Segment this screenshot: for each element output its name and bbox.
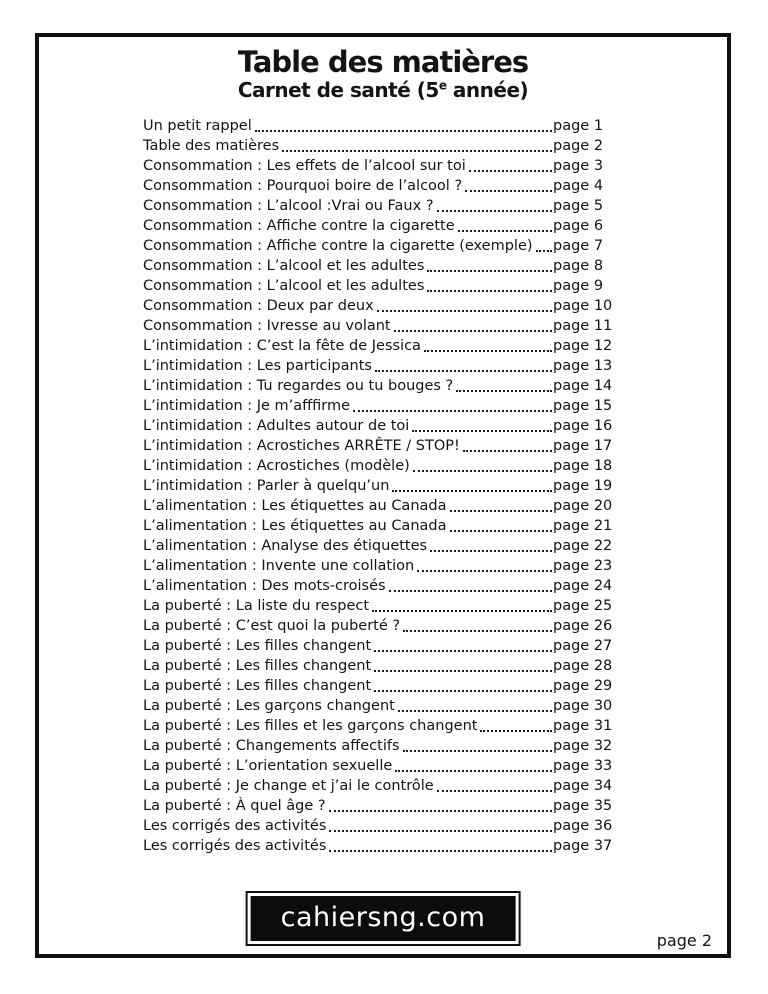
- toc-row: [143, 476, 613, 496]
- toc-leader-dots: [417, 570, 552, 572]
- toc-page-number: page 36: [553, 818, 613, 835]
- toc-row: [143, 256, 613, 276]
- toc-row: [143, 196, 613, 216]
- toc-entry-label: L’intimidation : Tu regardes ou tu bouges ?: [143, 378, 454, 395]
- toc-leader-dots: [329, 850, 552, 852]
- toc-leader-dots: [437, 210, 552, 212]
- footer-site-label: cahiersng.com: [251, 896, 516, 941]
- toc-row: [143, 756, 613, 776]
- toc-leader-dots: [374, 690, 552, 692]
- toc-entry-label: Consommation : Ivresse au volant: [143, 318, 391, 335]
- toc-row: [143, 456, 613, 476]
- toc-entry-label: La puberté : Changements affectifs: [143, 738, 400, 755]
- toc-leader-dots: [450, 530, 553, 532]
- toc-entry-label: Les corrigés des activités: [143, 818, 327, 835]
- toc-leader-dots: [372, 610, 552, 612]
- toc-page-number: page 1: [553, 118, 604, 135]
- toc-row: [143, 696, 613, 716]
- toc-leader-dots: [424, 350, 552, 352]
- toc-row: [143, 776, 613, 796]
- toc-page-number: page 24: [553, 578, 613, 595]
- toc-entry-label: L’alimentation : Des mots-croisés: [143, 578, 386, 595]
- toc-page-number: page 15: [553, 398, 613, 415]
- toc-entry-label: Consommation : L’alcool et les adultes: [143, 278, 425, 295]
- toc-row: [143, 716, 613, 736]
- toc-page-number: page 5: [553, 198, 604, 215]
- toc-row: [143, 616, 613, 636]
- page-title: Table des matières: [237, 45, 529, 79]
- toc-page-number: page 23: [553, 558, 613, 575]
- toc-entry-label: Consommation : Les effets de l’alcool sur toi: [143, 158, 466, 175]
- toc-entry-label: Consommation : L’alcool :Vrai ou Faux ?: [143, 198, 434, 215]
- toc-entry-label: Consommation : Affiche contre la cigarette: [143, 218, 455, 235]
- toc-leader-dots: [395, 770, 552, 772]
- toc-row: [143, 136, 613, 156]
- toc-leader-dots: [394, 330, 552, 332]
- toc-entry-label: Un petit rappel: [143, 118, 252, 135]
- toc-row: [143, 376, 613, 396]
- toc-row: [143, 396, 613, 416]
- toc-row: [143, 556, 613, 576]
- toc-entry-label: Consommation : Pourquoi boire de l’alcool ?: [143, 178, 463, 195]
- toc-page-number: page 30: [553, 698, 613, 715]
- toc-row: [143, 216, 613, 236]
- toc-leader-dots: [427, 270, 552, 272]
- toc-page-number: page 14: [553, 378, 613, 395]
- toc-leader-dots: [456, 390, 552, 392]
- toc-leader-dots: [413, 470, 552, 472]
- subtitle-prefix: Carnet de santé (5: [237, 78, 439, 103]
- toc-page-number: page 35: [553, 798, 613, 815]
- toc-page-number: page 34: [553, 778, 613, 795]
- toc-entry-label: La puberté : Les filles changent: [143, 638, 372, 655]
- toc-page-number: page 21: [553, 518, 613, 535]
- toc-page-number: page 31: [553, 718, 613, 735]
- page-subtitle: [39, 79, 727, 101]
- toc-entry-label: La puberté : L’orientation sexuelle: [143, 758, 393, 775]
- toc-page-number: page 9: [553, 278, 604, 295]
- toc-entry-label: L’intimidation : C’est la fête de Jessica: [143, 338, 421, 355]
- toc-page-number: page 16: [553, 418, 613, 435]
- toc-leader-dots: [398, 710, 552, 712]
- toc-page-number: page 8: [553, 258, 604, 275]
- toc-leader-dots: [392, 490, 552, 492]
- toc-page-number: page 33: [553, 758, 613, 775]
- subtitle-suffix: année): [446, 78, 529, 103]
- toc-row: [143, 416, 613, 436]
- toc-row: [143, 656, 613, 676]
- page-border: [35, 33, 731, 958]
- toc-entry-label: La puberté : Les garçons changent: [143, 698, 395, 715]
- toc-leader-dots: [469, 170, 552, 172]
- toc-leader-dots: [377, 310, 552, 312]
- toc-entry-label: La puberté : Les filles changent: [143, 678, 372, 695]
- toc-row: [143, 816, 613, 836]
- toc-entry-label: L’intimidation : Je m’afffirme: [143, 398, 351, 415]
- toc-entry-label: La puberté : C’est quoi la puberté ?: [143, 618, 401, 635]
- toc-row: [143, 356, 613, 376]
- toc-page-number: page 20: [553, 498, 613, 515]
- toc-page-number: page 13: [553, 358, 613, 375]
- subtitle-superscript: e: [438, 78, 447, 93]
- toc-row: [143, 236, 613, 256]
- toc-row: [143, 316, 613, 336]
- toc-entry-label: L’alimentation : Invente une collation: [143, 558, 415, 575]
- toc-row: [143, 436, 613, 456]
- toc-entry-label: L’alimentation : Analyse des étiquettes: [143, 538, 428, 555]
- toc-entry-label: L’intimidation : Les participants: [143, 358, 372, 375]
- toc-leader-dots: [282, 150, 552, 152]
- toc-page-number: page 4: [553, 178, 604, 195]
- toc-leader-dots: [353, 410, 552, 412]
- toc-entry-label: Consommation : L’alcool et les adultes: [143, 258, 425, 275]
- toc-row: [143, 636, 613, 656]
- toc-page-number: page 29: [553, 678, 613, 695]
- toc-page-number: page 37: [553, 838, 613, 855]
- toc-page-number: page 32: [553, 738, 613, 755]
- toc-page-number: page 26: [553, 618, 613, 635]
- toc-leader-dots: [403, 630, 552, 632]
- toc-row: [143, 516, 613, 536]
- toc-row: [143, 116, 613, 136]
- toc-page-number: page 7: [553, 238, 604, 255]
- toc-entry-label: Consommation : Deux par deux: [143, 298, 374, 315]
- toc-leader-dots: [463, 450, 552, 452]
- toc-entry-label: Consommation : Affiche contre la cigarette (exemple): [143, 238, 533, 255]
- toc-entry-label: La puberté : Les filles et les garçons changent: [143, 718, 478, 735]
- toc-leader-dots: [536, 250, 552, 252]
- toc-page-number: page 17: [553, 438, 613, 455]
- toc-row: [143, 536, 613, 556]
- toc-leader-dots: [374, 670, 552, 672]
- toc-page-number: page 18: [553, 458, 613, 475]
- toc-row: [143, 156, 613, 176]
- toc-row: [143, 736, 613, 756]
- toc-leader-dots: [458, 230, 552, 232]
- toc-page-number: page 27: [553, 638, 613, 655]
- toc-page-number: page 22: [553, 538, 613, 555]
- toc-page-number: page 10: [553, 298, 613, 315]
- toc-entry-label: La puberté : À quel âge ?: [143, 798, 326, 815]
- toc-row: [143, 296, 613, 316]
- toc-leader-dots: [255, 130, 552, 132]
- toc-row: [143, 836, 613, 856]
- toc-entry-label: La puberté : Les filles changent: [143, 658, 372, 675]
- toc-page-number: page 6: [553, 218, 604, 235]
- toc-entry-label: L’alimentation : Les étiquettes au Canada: [143, 498, 447, 515]
- page-number-label: page 2: [656, 931, 712, 950]
- toc-page-number: page 19: [553, 478, 613, 495]
- toc-entry-label: L’alimentation : Les étiquettes au Canada: [143, 518, 447, 535]
- toc-leader-dots: [465, 190, 552, 192]
- footer-site-box: [246, 891, 521, 946]
- toc-row: [143, 496, 613, 516]
- toc-entry-label: L’intimidation : Adultes autour de toi: [143, 418, 410, 435]
- toc-page-number: page 2: [553, 138, 604, 155]
- toc-entry-label: La puberté : La liste du respect: [143, 598, 370, 615]
- toc-page-number: page 3: [553, 158, 604, 175]
- toc-row: [143, 676, 613, 696]
- toc-page-number: page 25: [553, 598, 613, 615]
- toc-leader-dots: [329, 810, 552, 812]
- toc-entry-label: L’intimidation : Parler à quelqu’un: [143, 478, 390, 495]
- toc-leader-dots: [430, 550, 552, 552]
- toc-leader-dots: [450, 510, 553, 512]
- toc-leader-dots: [389, 590, 552, 592]
- toc-leader-dots: [412, 430, 552, 432]
- toc-leader-dots: [427, 290, 552, 292]
- toc-leader-dots: [329, 830, 552, 832]
- toc-entry-label: Les corrigés des activités: [143, 838, 327, 855]
- toc-entry-label: L’intimidation : Acrostiches ARRÊTE / STOP!: [143, 438, 460, 455]
- toc-entry-label: La puberté : Je change et j’ai le contrôle: [143, 778, 434, 795]
- toc-row: [143, 176, 613, 196]
- toc-leader-dots: [437, 790, 552, 792]
- toc-list: [143, 116, 613, 856]
- toc-leader-dots: [403, 750, 552, 752]
- toc-entry-label: L’intimidation : Acrostiches (modèle): [143, 458, 410, 475]
- toc-entry-label: Table des matières: [143, 138, 280, 155]
- toc-row: [143, 276, 613, 296]
- toc-row: [143, 796, 613, 816]
- toc-leader-dots: [374, 650, 552, 652]
- toc-leader-dots: [480, 730, 552, 732]
- toc-row: [143, 596, 613, 616]
- toc-page-number: page 28: [553, 658, 613, 675]
- toc-row: [143, 576, 613, 596]
- toc-leader-dots: [375, 370, 552, 372]
- toc-page-number: page 12: [553, 338, 613, 355]
- toc-row: [143, 336, 613, 356]
- toc-page-number: page 11: [553, 318, 613, 335]
